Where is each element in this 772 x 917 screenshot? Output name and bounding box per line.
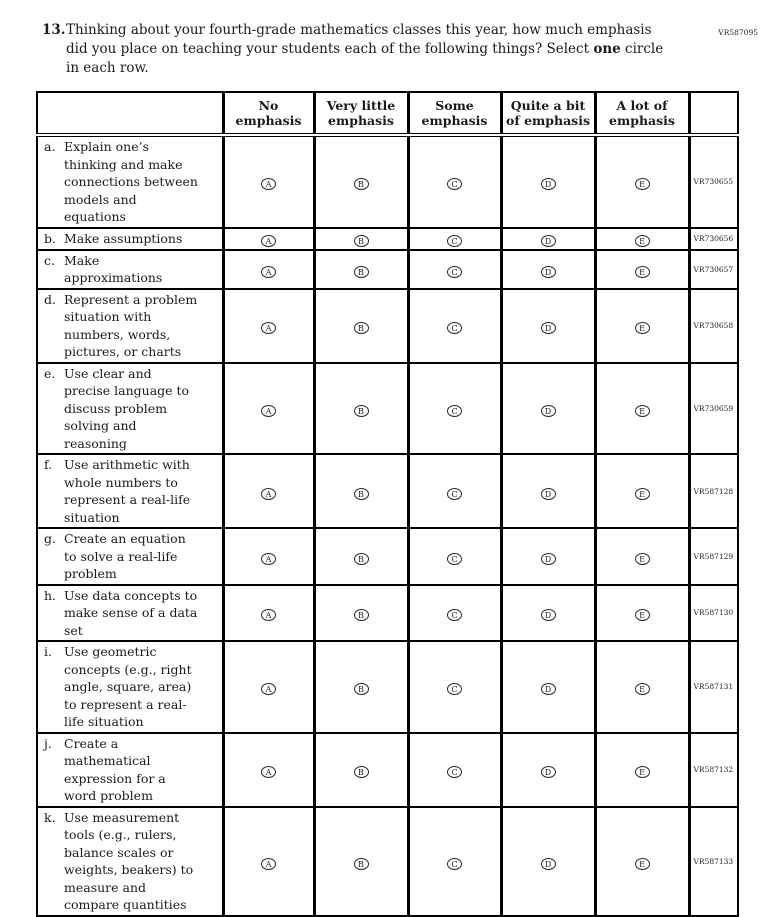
option-cell	[223, 733, 314, 807]
row-statement: Use geometric concepts (e.g., right angle, square, area) to represent a real-life situation	[64, 644, 192, 729]
option-circle-e[interactable]: E	[635, 405, 650, 417]
option-circle-a[interactable]: A	[261, 766, 276, 778]
option-cell	[595, 363, 689, 455]
option-circle-a[interactable]: A	[261, 266, 276, 278]
row-letter: b.	[44, 230, 56, 246]
option-cell	[595, 641, 689, 733]
option-circle-e[interactable]: E	[635, 322, 650, 334]
header-line: of emphasis	[506, 113, 590, 128]
row-statement-cell	[37, 289, 223, 363]
option-circle-e[interactable]: E	[635, 178, 650, 190]
row-letter: f.	[44, 457, 53, 472]
option-circle-d[interactable]: D	[541, 322, 556, 334]
header-row	[37, 92, 738, 135]
row-statement: Explain one’s thinking and make connections between models and equations	[64, 139, 198, 224]
option-circle-c[interactable]: C	[447, 766, 462, 778]
option-cell	[501, 528, 595, 585]
row-statement-cell	[37, 250, 223, 289]
option-cell	[223, 363, 314, 455]
header-line: emphasis	[421, 113, 488, 128]
option-circle-a[interactable]: A	[261, 235, 276, 247]
row-code: VR587131	[689, 641, 738, 733]
row-letter: k.	[44, 809, 56, 825]
row-code: VR730659	[689, 363, 738, 455]
option-circle-c[interactable]: C	[447, 178, 462, 190]
option-circle-d[interactable]: D	[541, 858, 556, 870]
table-row	[37, 807, 738, 916]
row-statement-cell	[37, 135, 223, 228]
option-cell	[501, 641, 595, 733]
option-cell	[223, 250, 314, 289]
row-statement: Create an equation to solve a real-life problem	[64, 531, 186, 581]
option-cell	[223, 528, 314, 585]
question-13	[42, 21, 666, 78]
option-circle-d[interactable]: D	[541, 235, 556, 247]
row-statement: Use arithmetic with whole numbers to represent a real-life situation	[64, 457, 191, 525]
col-header-code-blank	[689, 92, 738, 135]
col-header-blank	[37, 92, 223, 135]
row-statement-cell	[37, 733, 223, 807]
option-cell	[314, 641, 408, 733]
option-circle-b[interactable]: B	[354, 235, 369, 247]
question-number: 13.	[42, 22, 66, 38]
option-cell	[314, 454, 408, 528]
table-row	[37, 641, 738, 733]
row-letter: g.	[44, 531, 56, 546]
header-line: A lot of	[616, 98, 668, 113]
option-circle-a[interactable]: A	[261, 609, 276, 621]
row-letter: c.	[44, 252, 55, 268]
option-cell	[595, 454, 689, 528]
option-cell	[314, 807, 408, 916]
row-letter: j.	[44, 735, 52, 751]
option-circle-d[interactable]: D	[541, 609, 556, 621]
col-header-quite-a-bit-emphasis	[501, 92, 595, 135]
option-cell	[408, 641, 501, 733]
option-circle-b[interactable]: B	[354, 322, 369, 334]
option-cell	[501, 250, 595, 289]
emphasis-table	[36, 91, 739, 917]
row-code: VR730657	[689, 250, 738, 289]
table-row	[37, 250, 738, 289]
option-circle-b[interactable]: B	[354, 609, 369, 621]
header-line: No	[258, 98, 279, 113]
option-circle-e[interactable]: E	[635, 683, 650, 695]
option-cell	[223, 641, 314, 733]
option-cell	[408, 228, 501, 250]
option-cell	[501, 454, 595, 528]
option-cell	[223, 289, 314, 363]
row-code: VR587130	[689, 585, 738, 642]
option-circle-d[interactable]: D	[541, 683, 556, 695]
option-cell	[408, 135, 501, 228]
option-cell	[314, 228, 408, 250]
option-circle-a[interactable]: A	[261, 683, 276, 695]
option-cell	[223, 135, 314, 228]
option-circle-c[interactable]: C	[447, 405, 462, 417]
option-cell	[595, 807, 689, 916]
option-circle-b[interactable]: B	[354, 488, 369, 500]
option-circle-e[interactable]: E	[635, 266, 650, 278]
option-cell	[595, 228, 689, 250]
option-cell	[501, 228, 595, 250]
row-letter: i.	[44, 644, 52, 659]
row-code: VR730655	[689, 135, 738, 228]
row-statement-cell	[37, 641, 223, 733]
row-statement-cell	[37, 528, 223, 585]
option-cell	[501, 135, 595, 228]
option-cell	[501, 585, 595, 642]
option-circle-b[interactable]: B	[354, 266, 369, 278]
question-text-bold: one	[593, 41, 621, 57]
option-cell	[223, 228, 314, 250]
row-statement-cell	[37, 363, 223, 455]
option-circle-e[interactable]: E	[635, 488, 650, 500]
option-circle-a[interactable]: A	[261, 858, 276, 870]
option-circle-c[interactable]: C	[447, 858, 462, 870]
col-header-some-emphasis	[408, 92, 501, 135]
col-header-no-emphasis	[223, 92, 314, 135]
option-cell	[314, 363, 408, 455]
row-code: VR730656	[689, 228, 738, 250]
option-circle-d[interactable]: D	[541, 405, 556, 417]
table-row	[37, 363, 738, 455]
option-circle-e[interactable]: E	[635, 766, 650, 778]
option-circle-a[interactable]: A	[261, 178, 276, 190]
question-text-before: Thinking about your fourth-grade mathematics classes this year, how much emphasis did you place on teaching your students each of the following things? Select	[66, 22, 652, 57]
option-circle-c[interactable]: C	[447, 322, 462, 334]
page-code: VR587095	[718, 28, 758, 37]
header-line: emphasis	[328, 113, 394, 128]
row-code: VR587129	[689, 528, 738, 585]
row-statement: Use clear and precise language to discuss problem solving and reasoning	[64, 365, 190, 451]
option-circle-b[interactable]: B	[354, 405, 369, 417]
row-code: VR587128	[689, 454, 738, 528]
col-header-a-lot-emphasis	[595, 92, 689, 135]
option-cell	[314, 585, 408, 642]
col-header-very-little-emphasis	[314, 92, 408, 135]
row-letter: d.	[44, 291, 56, 307]
option-cell	[408, 585, 501, 642]
option-circle-d[interactable]: D	[541, 178, 556, 190]
option-circle-c[interactable]: C	[447, 609, 462, 621]
question-text	[66, 21, 666, 78]
option-cell	[408, 250, 501, 289]
option-cell	[223, 585, 314, 642]
option-cell	[595, 289, 689, 363]
option-cell	[408, 733, 501, 807]
option-cell	[408, 454, 501, 528]
table-row	[37, 135, 738, 228]
option-cell	[595, 135, 689, 228]
option-circle-b[interactable]: B	[354, 858, 369, 870]
option-cell	[223, 807, 314, 916]
option-circle-c[interactable]: C	[447, 266, 462, 278]
option-circle-d[interactable]: D	[541, 553, 556, 565]
option-cell	[223, 454, 314, 528]
row-statement: Use data concepts to make sense of a data set	[64, 587, 198, 638]
option-circle-b[interactable]: B	[354, 683, 369, 695]
header-line: emphasis	[609, 113, 675, 128]
header-line: emphasis	[235, 113, 302, 128]
row-statement: Represent a problem situation with numbers, words, pictures, or charts	[64, 291, 198, 359]
table-row	[37, 585, 738, 642]
option-circle-c[interactable]: C	[447, 683, 462, 695]
option-circle-b[interactable]: B	[354, 553, 369, 565]
option-circle-e[interactable]: E	[635, 235, 650, 247]
option-cell	[314, 528, 408, 585]
table-row	[37, 454, 738, 528]
option-cell	[408, 807, 501, 916]
row-letter: e.	[44, 365, 56, 381]
option-circle-e[interactable]: E	[635, 553, 650, 565]
option-cell	[314, 135, 408, 228]
row-letter: h.	[44, 587, 57, 603]
option-cell	[408, 528, 501, 585]
option-circle-a[interactable]: A	[261, 553, 276, 565]
row-statement: Make assumptions	[64, 230, 183, 246]
question-text-after: circle in each row.	[66, 41, 664, 76]
option-cell	[314, 250, 408, 289]
option-cell	[501, 807, 595, 916]
table-row	[37, 228, 738, 250]
table-row	[37, 528, 738, 585]
option-circle-c[interactable]: C	[447, 553, 462, 565]
table-row	[37, 289, 738, 363]
row-statement-cell	[37, 807, 223, 916]
option-cell	[595, 585, 689, 642]
row-statement: Make approximations	[64, 252, 163, 285]
row-statement-cell	[37, 228, 223, 250]
option-circle-e[interactable]: E	[635, 609, 650, 621]
option-cell	[314, 733, 408, 807]
option-circle-a[interactable]: A	[261, 322, 276, 334]
option-circle-d[interactable]: D	[541, 488, 556, 500]
row-code: VR587132	[689, 733, 738, 807]
row-letter: a.	[44, 139, 56, 154]
row-statement-cell	[37, 454, 223, 528]
header-line: Quite a bit	[510, 98, 586, 113]
option-circle-d[interactable]: D	[541, 766, 556, 778]
option-cell	[595, 528, 689, 585]
header-line: Some	[435, 98, 474, 113]
option-circle-b[interactable]: B	[354, 766, 369, 778]
option-cell	[501, 363, 595, 455]
table-row	[37, 733, 738, 807]
option-cell	[408, 363, 501, 455]
option-circle-a[interactable]: A	[261, 405, 276, 417]
option-cell	[501, 733, 595, 807]
option-circle-d[interactable]: D	[541, 266, 556, 278]
row-statement: Use measurement tools (e.g., rulers, balance scales or weights, beakers) to measure and compare quantities	[64, 809, 194, 912]
header-line: Very little	[326, 98, 396, 113]
option-circle-b[interactable]: B	[354, 178, 369, 190]
option-circle-c[interactable]: C	[447, 488, 462, 500]
option-circle-e[interactable]: E	[635, 858, 650, 870]
option-cell	[501, 289, 595, 363]
option-circle-c[interactable]: C	[447, 235, 462, 247]
row-code: VR730658	[689, 289, 738, 363]
option-cell	[595, 733, 689, 807]
row-statement: Create a mathematical expression for a word problem	[64, 735, 166, 803]
option-cell	[595, 250, 689, 289]
option-cell	[314, 289, 408, 363]
row-code: VR587133	[689, 807, 738, 916]
option-cell	[408, 289, 501, 363]
row-statement-cell	[37, 585, 223, 642]
option-circle-a[interactable]: A	[261, 488, 276, 500]
